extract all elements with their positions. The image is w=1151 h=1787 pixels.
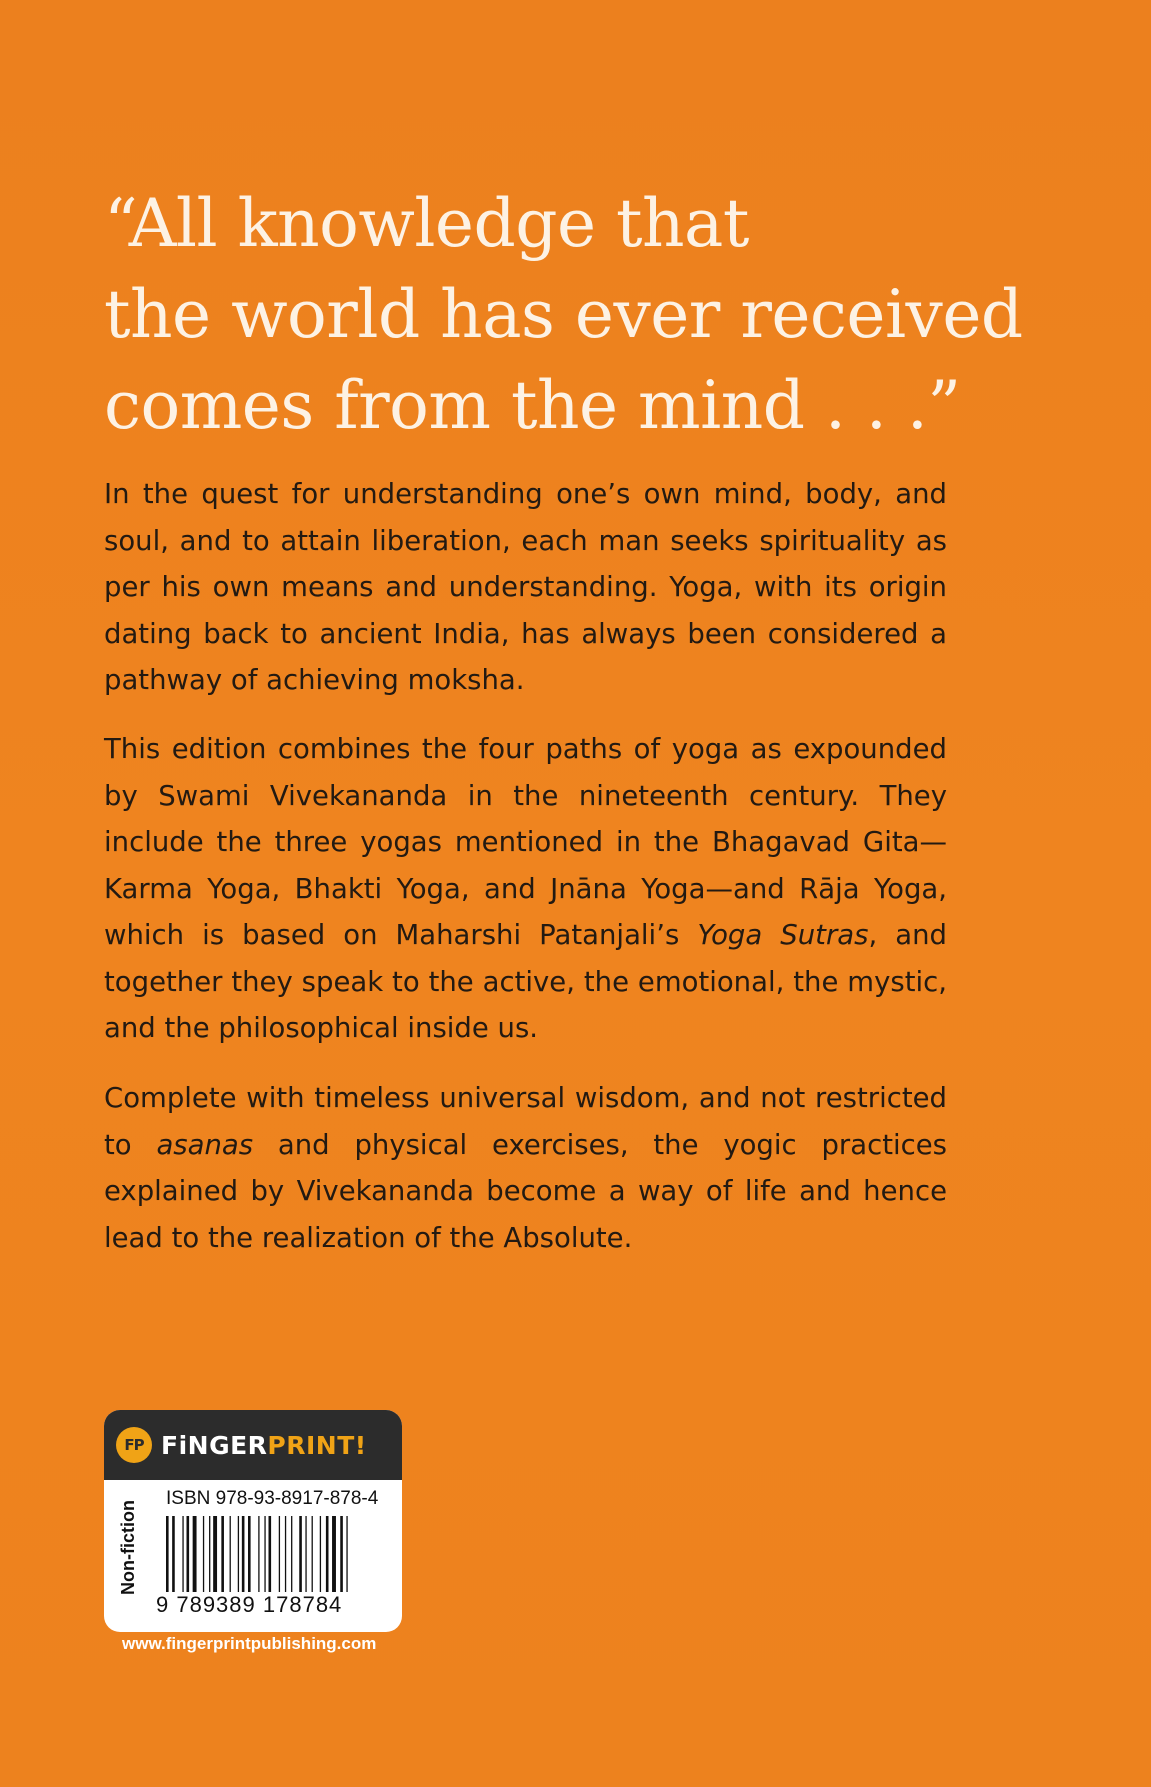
category-text: Non-fiction — [117, 1499, 138, 1595]
publisher-name-part-2: PRINT! — [267, 1430, 367, 1460]
blurb-paragraph-3-text-a: Complete with timeless universal wisdom, and not restricted to — [104, 1082, 947, 1161]
publisher-brand-bar — [104, 1410, 402, 1480]
blurb-paragraph-3 — [104, 1075, 947, 1261]
quote-line-3: comes from the mind . . .” — [104, 367, 961, 444]
isbn-text: ISBN 978-93-8917-878-4 — [166, 1488, 379, 1509]
blurb-paragraph-2-text-a: This edition combines the four paths of yoga as expounded by Swami Vivekananda in the nineteenth century. They include the three yogas mentioned in the Bhagavad Gita—Karma Yoga, Bhakti Yoga, and Jnāna Yoga—and Rāja Yoga, which is based on Maharshi Patanjali’s — [104, 733, 947, 951]
publisher-barcode-label — [104, 1410, 402, 1632]
publisher-name-part-1: FiNGER — [161, 1430, 268, 1460]
blurb-paragraph-2 — [104, 726, 947, 1052]
publisher-name — [161, 1431, 367, 1460]
publisher-website: www.fingerprintpublishing.com — [122, 1634, 377, 1653]
book-title-italic: Yoga Sutras — [697, 919, 869, 951]
quote-line-2: the world has ever received — [104, 276, 1023, 353]
barcode-icon — [166, 1516, 386, 1592]
quote-line-1: “All knowledge that — [104, 185, 749, 262]
category-label — [114, 1492, 142, 1602]
blurb-paragraph-2-text-b: , and together they speak to the active, the emotional, the mystic, and the philosophical inside us. — [104, 919, 947, 1044]
barcode-digits: 9 789389 178784 — [156, 1592, 343, 1617]
cover-quote — [104, 178, 1023, 451]
blurb-paragraph-3-text-b: and physical exercises, the yogic practices explained by Vivekananda become a way of life and hence lead to the realization of the Absolute. — [104, 1128, 947, 1254]
blurb-paragraph-1: In the quest for understanding one’s own mind, body, and soul, and to attain liberation, each man seeks spirituality as per his own means and understanding. Yoga, with its origin dating back to ancient India, has always been considered a pathway of achieving moksha. — [104, 478, 947, 696]
asanas-italic: asanas — [156, 1128, 254, 1161]
fingerprint-logo-icon: FP — [116, 1427, 152, 1463]
